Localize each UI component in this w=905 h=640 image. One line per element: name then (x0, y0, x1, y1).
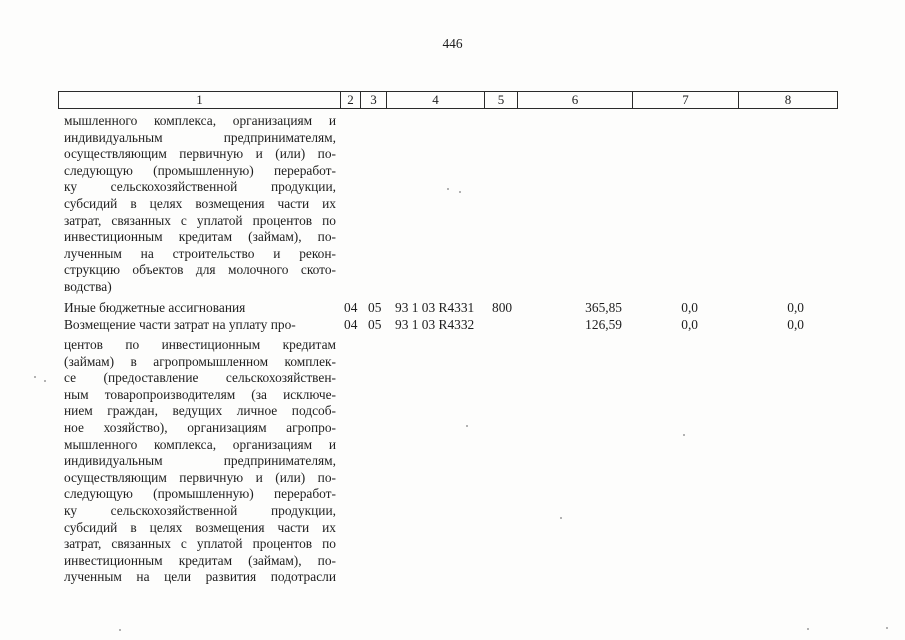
continuation-line: ку сельскохозяйственной продукции, (64, 179, 336, 195)
continuation-line: затрат, связанных с уплатой процентов по (64, 212, 336, 228)
row-value-col8: 0,0 (787, 317, 804, 332)
continuation-line: струкцию объектов для молочного ското- (64, 262, 336, 278)
row-value-col6: 365,85 (585, 300, 622, 315)
scan-speck (119, 629, 121, 631)
row-value-col7: 0,0 (681, 300, 698, 315)
header-col-4: 4 (387, 92, 485, 108)
description-line: осуществляющим первичную и (или) по- (64, 469, 336, 485)
scan-speck (34, 376, 36, 378)
continuation-line: индивидуальным предпринимателям, (64, 129, 336, 145)
description-line: мышленного комплекса, организациям и (64, 436, 336, 452)
row-label: Иные бюджетные ассигнования (64, 300, 246, 315)
continuation-line: мышленного комплекса, организациям и (64, 113, 336, 128)
description-line: субсидий в целях возмещения части их (64, 519, 336, 535)
header-col-1: 1 (59, 92, 341, 108)
continuation-line: инвестиционным кредитам (займам), по- (64, 229, 336, 245)
row-label: Возмещение части затрат на уплату про- (64, 317, 296, 332)
continuation-line: лученным на строительство и рекон- (64, 245, 336, 261)
row-pr: 05 (368, 300, 382, 315)
page-number: 446 (442, 36, 463, 51)
scan-speck (886, 627, 888, 629)
description-line: ку сельскохозяйственной продукции, (64, 502, 336, 518)
description-line: ным товаропроизводителям (за исключе- (64, 386, 336, 402)
continuation-line: субсидий в целях возмещения части их (64, 195, 336, 211)
description-line: нием граждан, ведущих личное подсоб- (64, 403, 336, 419)
table-row (0, 300, 905, 316)
header-col-8: 8 (784, 92, 792, 107)
description-line: ное хозяйство), организациям агропро- (64, 419, 336, 435)
table-header-row (58, 91, 838, 109)
row-value-col7: 0,0 (681, 317, 698, 332)
description-line: (займам) в агропромышленном комплек- (64, 353, 336, 369)
description-line: центов по инвестиционным кредитам (64, 337, 336, 352)
header-col-7: 7 (633, 92, 739, 108)
row-value-col6: 126,59 (585, 317, 622, 332)
description-line: затрат, связанных с уплатой процентов по (64, 536, 336, 552)
row-pr: 05 (368, 317, 382, 332)
description-text (64, 337, 336, 586)
row-csr: 93 1 03 R4331 (395, 300, 475, 315)
description-line: лученным на цели развития подотрасли (64, 569, 336, 585)
scan-speck (807, 628, 809, 630)
description-line: индивидуальным предпринимателям, (64, 453, 336, 469)
scan-speck (466, 425, 468, 427)
description-line: следующую (промышленную) переработ- (64, 486, 336, 502)
table-row (0, 317, 905, 333)
header-col-5: 5 (485, 92, 518, 108)
row-vr: 800 (492, 300, 513, 315)
row-csr: 93 1 03 R4332 (395, 317, 475, 332)
header-col-3: 3 (361, 92, 387, 108)
continuation-line: водства) (64, 278, 112, 294)
continuation-text (64, 113, 336, 296)
scan-speck (683, 434, 685, 436)
header-col-6: 6 (518, 92, 633, 108)
row-value-col8: 0,0 (787, 300, 804, 315)
scan-speck (459, 191, 461, 193)
scan-speck (560, 517, 562, 519)
scan-speck (447, 188, 449, 190)
continuation-line: следующую (промышленную) переработ- (64, 162, 336, 178)
row-rz: 04 (344, 300, 358, 315)
header-col-2: 2 (341, 92, 361, 108)
row-rz: 04 (344, 317, 358, 332)
scan-speck (44, 380, 46, 382)
description-line: се (предоставление сельскохозяйствен- (64, 370, 336, 386)
description-line: инвестиционным кредитам (займам), по- (64, 552, 336, 568)
continuation-line: осуществляющим первичную и (или) по- (64, 146, 336, 162)
